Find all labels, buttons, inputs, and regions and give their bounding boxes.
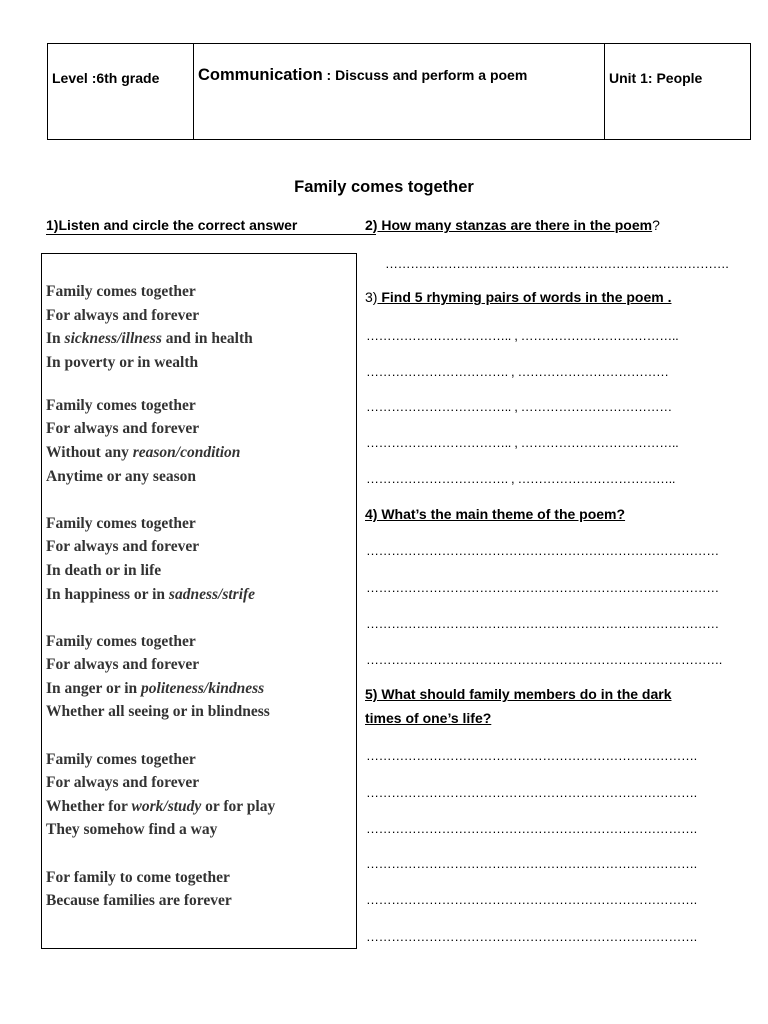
poem-text: Anytime or any season bbox=[46, 467, 196, 485]
question-3 bbox=[365, 289, 725, 305]
poem-line bbox=[46, 441, 275, 465]
answer-choice[interactable]: work/study bbox=[131, 797, 202, 815]
answer-choice[interactable]: reason/condition bbox=[132, 444, 241, 462]
question-5-line-2: times of one’s life? bbox=[365, 710, 492, 726]
poem-text: or for play bbox=[201, 797, 276, 815]
poem-line bbox=[46, 304, 275, 328]
answer-line[interactable]: ……………………………………………………………………. bbox=[366, 821, 697, 836]
poem-line bbox=[46, 559, 275, 583]
question-1-label: 1)Listen and circle the correct answer bbox=[46, 217, 376, 235]
poem-text: In bbox=[46, 330, 65, 348]
answer-line[interactable]: ……………………………………………………………………. bbox=[366, 929, 697, 944]
unit-text: Unit 1: People bbox=[609, 70, 703, 86]
page-title: Family comes together bbox=[294, 178, 474, 196]
poem-line bbox=[46, 771, 275, 795]
answer-line[interactable]: ……………………………………………………………………. bbox=[366, 856, 697, 871]
answer-choice[interactable]: sadness/strife bbox=[168, 585, 256, 603]
poem-line bbox=[46, 653, 275, 677]
poem-line bbox=[46, 889, 275, 913]
poem-stanza bbox=[46, 512, 275, 606]
question-3-number: 3) bbox=[365, 289, 378, 305]
poem-text: In death or in life bbox=[46, 561, 162, 579]
level-text: Level :6th grade bbox=[52, 70, 160, 86]
answer-line[interactable]: ………………………………………………………………………… bbox=[366, 616, 719, 631]
poem-stanza bbox=[46, 748, 275, 842]
answer-line[interactable]: …………………………….. , ……………………………… bbox=[366, 399, 672, 414]
question-2-mark: ? bbox=[652, 217, 660, 233]
poem-line bbox=[46, 417, 275, 441]
unit-cell bbox=[605, 44, 750, 139]
question-2-number: 2) bbox=[365, 217, 378, 233]
poem-line bbox=[46, 465, 275, 489]
poem-text: Whether all seeing or in blindness bbox=[46, 703, 270, 721]
question-3-text: Find 5 rhyming pairs of words in the poem . bbox=[377, 289, 672, 305]
answer-line[interactable]: …………………………………………………………………………. bbox=[366, 652, 723, 667]
answer-line[interactable]: ……………………………. , ……………………………….. bbox=[366, 471, 676, 486]
answer-line[interactable]: ……………………………. , ……………………………… bbox=[366, 364, 669, 379]
poem-stanza bbox=[46, 866, 275, 913]
poem-text: Without any bbox=[46, 444, 133, 462]
answer-choice[interactable]: politeness/kindness bbox=[141, 679, 265, 697]
poem-text: Family comes together bbox=[46, 514, 196, 532]
poem-text: Family comes together bbox=[46, 750, 196, 768]
answer-line[interactable]: ………………………………………………………………………… bbox=[366, 580, 719, 595]
question-5-line-1: 5) What should family members do in the dark bbox=[365, 686, 672, 702]
poem-text: In anger or in bbox=[46, 679, 142, 697]
question-2-answer-line[interactable]: ………………………………………………………………………. bbox=[385, 256, 729, 271]
answer-line[interactable]: ……………………………………………………………………. bbox=[366, 785, 697, 800]
poem-line bbox=[46, 818, 275, 842]
poem-text: For always and forever bbox=[46, 656, 200, 674]
poem-text: In poverty or in wealth bbox=[46, 353, 199, 371]
poem-line bbox=[46, 795, 275, 819]
question-2 bbox=[365, 217, 725, 233]
answer-line[interactable]: ……………………………………………………………………. bbox=[366, 748, 697, 763]
poem-line bbox=[46, 394, 275, 418]
poem-stanza bbox=[46, 630, 275, 724]
poem-text: They somehow find a way bbox=[46, 821, 218, 839]
poem-line bbox=[46, 327, 275, 351]
poem-text: For always and forever bbox=[46, 306, 200, 324]
answer-line[interactable]: …………………………….. , ……………………………….. bbox=[366, 328, 679, 343]
poem-text: Family comes together bbox=[46, 632, 196, 650]
answer-choice[interactable]: sickness/illness bbox=[64, 330, 162, 348]
poem-text: Because families are forever bbox=[46, 892, 232, 910]
poem-text: For always and forever bbox=[46, 774, 200, 792]
poem-text: Family comes together bbox=[46, 396, 196, 414]
poem-stanza bbox=[46, 280, 275, 374]
poem-text: For always and forever bbox=[46, 420, 200, 438]
poem-line bbox=[46, 535, 275, 559]
poem-text: In happiness or in bbox=[46, 585, 169, 603]
poem-line bbox=[46, 677, 275, 701]
communication-cell bbox=[194, 44, 605, 139]
poem-line bbox=[46, 630, 275, 654]
poem-text: Family comes together bbox=[46, 283, 196, 300]
question-2-text: How many stanzas are there in the poem bbox=[377, 217, 653, 233]
answer-line[interactable]: …………………………….. , ……………………………….. bbox=[366, 435, 679, 450]
poem-line bbox=[46, 512, 275, 536]
communication-label: Communication bbox=[198, 66, 323, 84]
level-cell bbox=[48, 44, 194, 139]
poem-line bbox=[46, 866, 275, 890]
poem-line bbox=[46, 280, 275, 304]
poem-stanza bbox=[46, 394, 275, 488]
poem-text: For always and forever bbox=[46, 538, 200, 556]
answer-line[interactable]: ……………………………………………………………………. bbox=[366, 892, 697, 907]
question-4-label: 4) What’s the main theme of the poem? bbox=[365, 506, 626, 522]
poem-line bbox=[46, 748, 275, 772]
poem-text: For family to come together bbox=[46, 868, 230, 886]
poem-line bbox=[46, 351, 275, 375]
answer-line[interactable]: ………………………………………………………………………… bbox=[366, 543, 719, 558]
poem-line bbox=[46, 700, 275, 724]
poem-text: Whether for bbox=[46, 797, 132, 815]
poem-line bbox=[46, 583, 275, 607]
poem bbox=[46, 280, 275, 913]
poem-text: and in health bbox=[161, 330, 253, 348]
communication-text: : Discuss and perform a poem bbox=[322, 67, 528, 83]
header-table bbox=[47, 43, 751, 140]
